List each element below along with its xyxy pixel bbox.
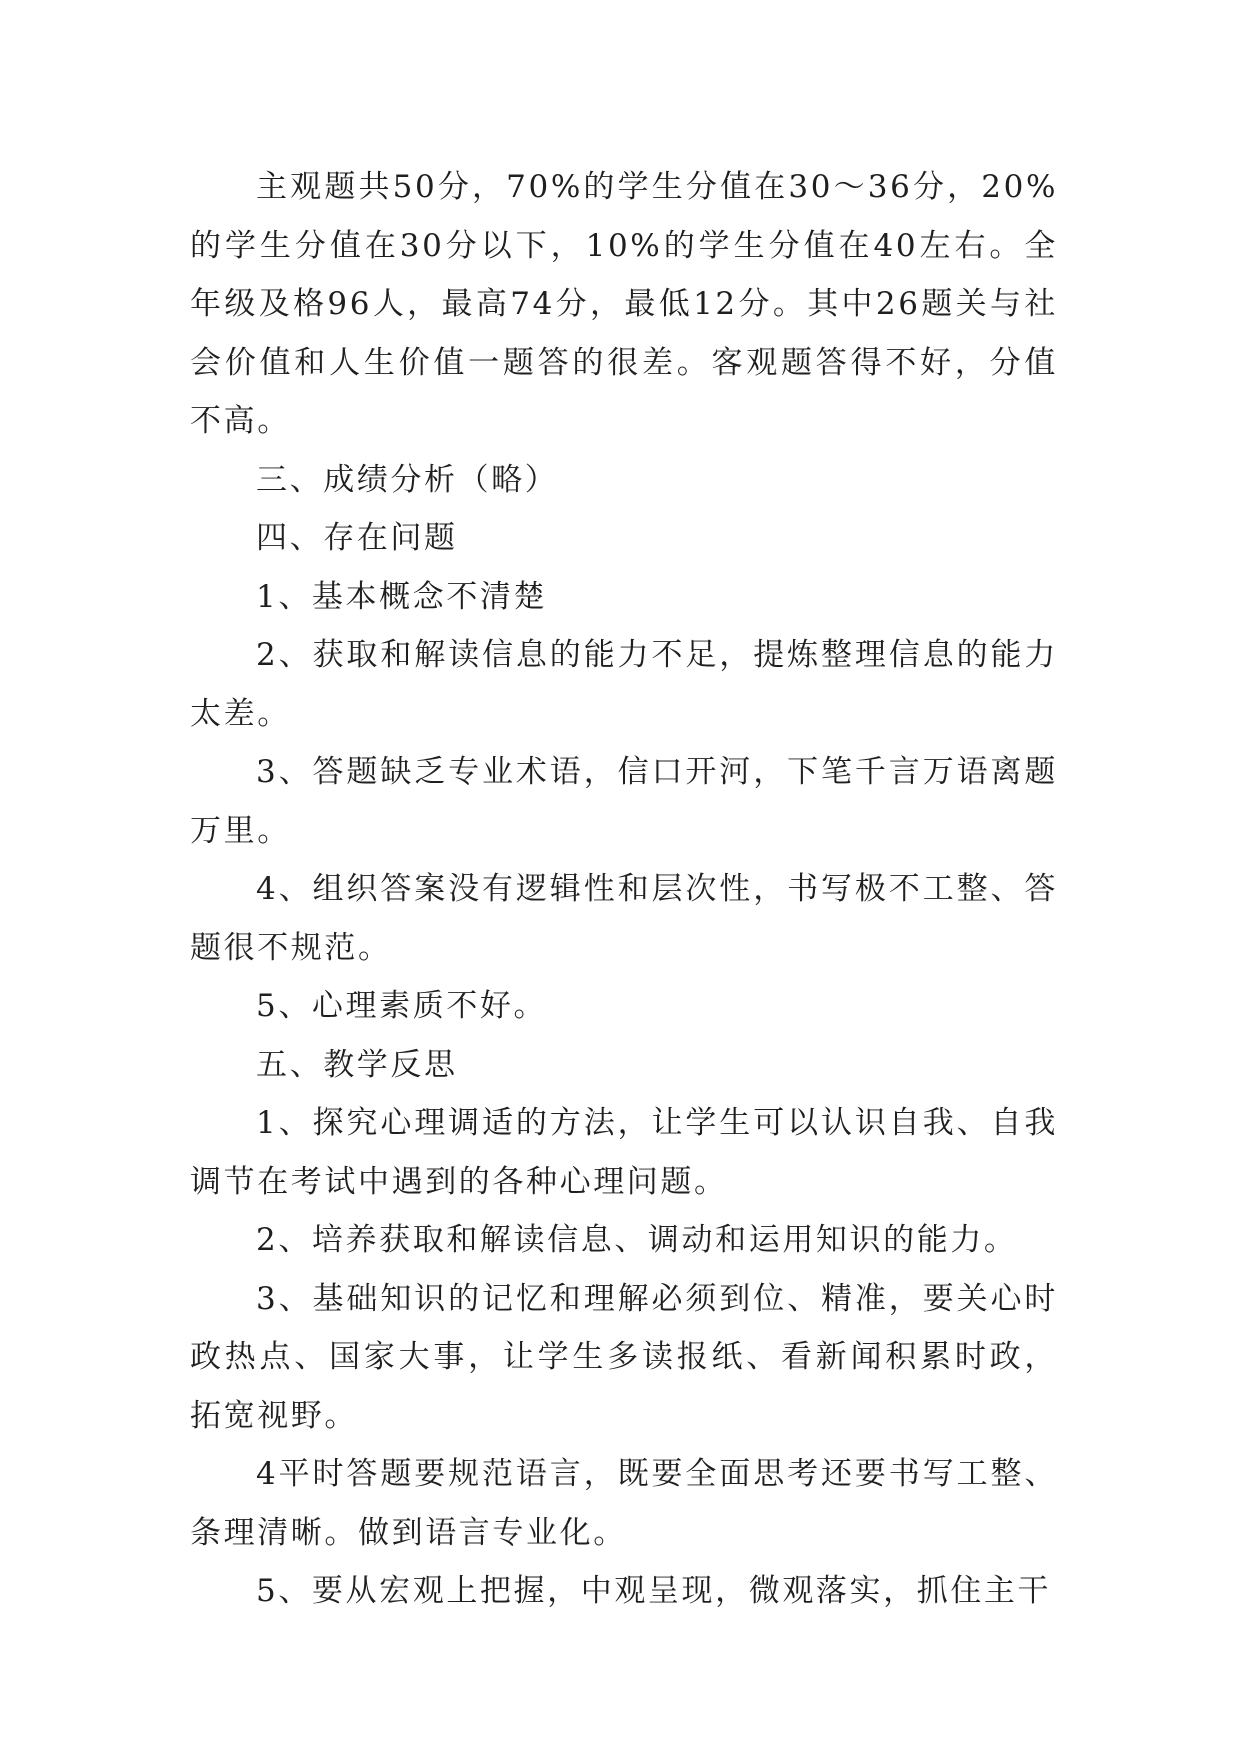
problem-item-1: 1、基本概念不清楚 [256,578,548,615]
problem-item-4: 4、组织答案没有逻辑性和层次性，书写极不工整、答题很不规范。 [190,871,1058,966]
heading-score-analysis: 三、成绩分析（略） [256,461,559,498]
heading-existing-problems: 四、存在问题 [256,520,458,556]
document-body [190,158,1058,1621]
reflection-item-2: 2、培养获取和解读信息、调动和运用知识的能力。 [256,1222,1018,1258]
reflection-item-4: 4平时答题要规范语言，既要全面思考还要书写工整、条理清晰。做到语言专业化。 [190,1456,1058,1551]
problem-item-3: 3、答题缺乏专业术语，信口开河，下笔千言万语离题万里。 [190,754,1058,849]
paragraph-score-summary: 主观题共50分，70%的学生分值在30～36分，20%的学生分值在30分以下，10%的学生分值在40左右。全年级及格96人，最高74分，最低12分。其中26题关与社会价值和人生价值一题答的很差。客观题答得不好，分值不高。 [190,169,1058,439]
reflection-item-1: 1、探究心理调适的方法，让学生可以认识自我、自我调节在考试中遇到的各种心理问题。 [190,1105,1058,1200]
problem-item-5: 5、心理素质不好。 [256,988,548,1024]
heading-teaching-reflection: 五、教学反思 [256,1046,458,1083]
problem-item-2: 2、获取和解读信息的能力不足，提炼整理信息的能力太差。 [190,637,1058,732]
reflection-item-5: 5、要从宏观上把握，中观呈现，微观落实，抓住主干 [256,1573,1052,1609]
reflection-item-3: 3、基础知识的记忆和理解必须到位、精准，要关心时政热点、国家大事，让学生多读报纸、看新闻积累时政，拓宽视野。 [190,1280,1058,1434]
